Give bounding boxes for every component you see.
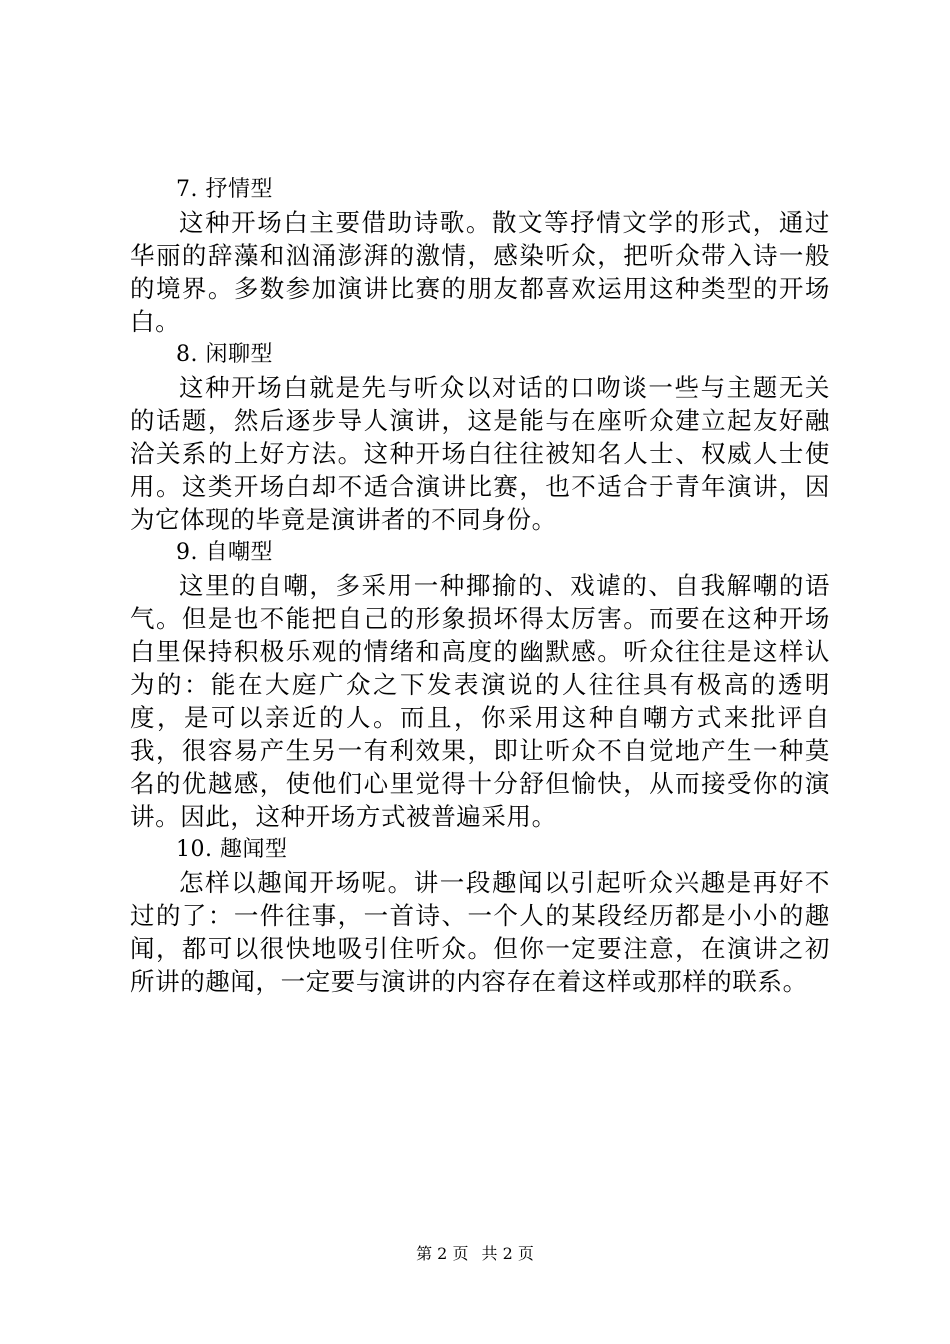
page-total: 共 2 页 xyxy=(481,1244,534,1263)
section-heading-chat: 8. 闲聊型 xyxy=(176,342,273,367)
section-paragraph-lyrical: 这种开场白主要借助诗歌。散文等抒情文学的形式，通过华丽的辞藻和汹涌澎湃的激情，感染听众，把听众带入诗一般的境界。多数参加演讲比赛的朋友都喜欢运用这种类型的开场白。 xyxy=(130,208,830,336)
section-heading-self-mockery: 9. 自嘲型 xyxy=(176,540,273,565)
section-paragraph-self-mockery: 这里的自嘲，多采用一种揶揄的、戏谑的、自我解嘲的语气。但是也不能把自己的形象损坏得太厉害。而要在这种开场白里保持积极乐观的情绪和高度的幽默感。听众往往是这样认为的：能在大庭广众之下发表演说的人往往具有极高的透明度，是可以亲近的人。而且，你采用这种自嘲方式来批评自我，很容易产生另一有利效果，即让听众不自觉地产生一种莫名的优越感，使他们心里觉得十分舒但愉快，从而接受你的演讲。因此，这种开场方式被普遍采用。 xyxy=(130,571,830,831)
section-heading-anecdote: 10. 趣闻型 xyxy=(176,837,288,862)
document-body xyxy=(130,173,830,998)
section-heading-lyrical: 7. 抒情型 xyxy=(176,177,273,202)
section-paragraph-chat: 这种开场白就是先与听众以对话的口吻谈一些与主题无关的话题，然后逐步导人演讲，这是能与在座听众建立起友好融洽关系的上好方法。这种开场白往往被知名人士、权威人士使用。这类开场白却不适合演讲比赛，也不适合于青年演讲，因为它体现的毕竟是演讲者的不同身份。 xyxy=(130,373,830,534)
section-paragraph-anecdote: 怎样以趣闻开场呢。讲一段趣闻以引起听众兴趣是再好不过的了：一件往事，一首诗、一个人的某段经历都是小小的趣闻，都可以很快地吸引住听众。但你一定要注意，在演讲之初所讲的趣闻，一定要与演讲的内容存在着这样或那样的联系。 xyxy=(130,868,830,996)
page-number: 第 2 页 xyxy=(416,1244,469,1263)
page-footer xyxy=(0,1243,950,1265)
